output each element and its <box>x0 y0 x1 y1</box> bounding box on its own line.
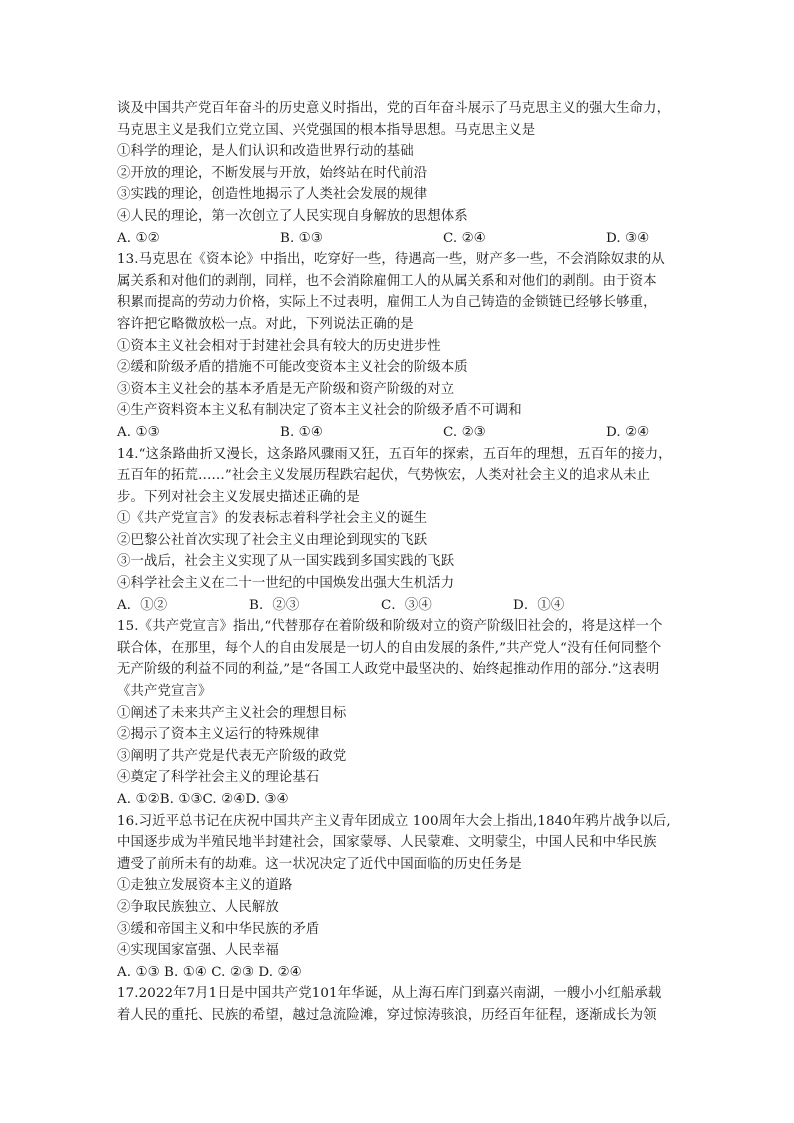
question-14 <box>117 444 687 617</box>
question-16-item: ④实现国家富强、人民幸福 <box>117 943 279 959</box>
question-13-options <box>117 422 687 444</box>
question-14-item: ①《共产党宣言》的发表标志着科学社会主义的诞生 <box>117 511 428 527</box>
option-b: B．②③ <box>249 597 300 613</box>
question-12-stem-line: 谈及中国共产党百年奋斗的历史意义时指出，党的百年奋斗展示了马克思主义的强大生命力， <box>117 101 671 116</box>
question-content <box>117 98 687 1027</box>
question-14-item: ③一战后，社会主义实现了从一国实践到多国实践的飞跃 <box>117 554 455 570</box>
question-16-stem-line: 中国逐步成为半殖民地半封建社会，国家蒙辱、人民蒙难、文明蒙尘，中国人民和中华民族 <box>117 835 657 851</box>
question-14-item: ④科学社会主义在二十一世纪的中国焕发出强大生机活力 <box>117 576 455 592</box>
question-17-stem-line: 17.2022年7月1日是中国共产党101年华诞，从上海石库门到嘉兴南湖，一艘小小红船承载 <box>117 986 662 1002</box>
question-15 <box>117 616 687 810</box>
question-15-stem-line: 联合体，在那里，每个人的自由发展是一切人的自由发展的条件,”共产党人“没有任何同整个 <box>117 640 662 656</box>
question-14-item: ②巴黎公社首次实现了社会主义由理论到现实的飞跃 <box>117 532 428 548</box>
question-14-stem-line: 五百年的拓荒……”社会主义发展历程跌宕起伏，气势恢宏，人类对社会主义的追求从未止 <box>117 468 651 484</box>
question-12 <box>117 98 687 249</box>
question-13-stem-line: 属关系和对他们的剥削，同样，也不会消除雇佣工人的从属关系和对他们的剥削。由于资本 <box>117 273 657 289</box>
option-a: A. ①② <box>117 230 160 246</box>
question-13-item: ②缓和阶级矛盾的措施不可能改变资本主义社会的阶级本质 <box>117 360 468 376</box>
question-13-item: ①资本主义社会相对于封建社会具有较大的历史进步性 <box>117 338 441 354</box>
question-15-item: ③阐明了共产党是代表无产阶级的政党 <box>117 748 347 764</box>
question-12-item: ③实践的理论，创造性地揭示了人类社会发展的规律 <box>117 187 428 203</box>
question-17-stem-line: 着人民的重托、民族的希望，越过急流险滩，穿过惊涛骇浪，历经百年征程，逐渐成长为领 <box>117 1007 657 1023</box>
option-b: B. ①③ <box>280 230 323 246</box>
question-15-item: ④奠定了科学社会主义的理论基石 <box>117 770 320 786</box>
question-16-item: ②争取民族独立、人民解放 <box>117 899 279 915</box>
question-15-stem-line: 无产阶级的利益不同的利益,”是“各国工人政党中最坚决的、始终起推动作用的部分.”这表明 <box>117 662 660 678</box>
question-16-stem-line: 16.习近平总书记在庆祝中国共产主义青年团成立 100周年大会上指出,1840年鸦片战争以后, <box>117 813 671 829</box>
question-13-stem-line: 13.马克思在《资本论》中指出，吃穿好一些，待遇高一些，财产多一些，不会消除奴隶的从 <box>117 252 665 268</box>
question-16 <box>117 811 687 984</box>
question-16-stem-line: 遭受了前所未有的劫难。这一状况决定了近代中国面临的历史任务是 <box>117 856 522 872</box>
question-16-item: ①走独立发展资本主义的道路 <box>117 878 293 894</box>
question-14-options <box>117 595 687 617</box>
question-13-item: ③资本主义社会的基本矛盾是无产阶级和资产阶级的对立 <box>117 381 455 397</box>
question-13-stem-line: 容许把它略微放松一点。对此，下列说法正确的是 <box>117 316 414 332</box>
question-16-item: ③缓和帝国主义和中华民族的矛盾 <box>117 921 320 937</box>
question-13-stem-line: 积累而提高的劳动力价格，实际上不过表明，雇佣工人为自己铸造的金锁链已经够长够重， <box>117 295 657 311</box>
option-d: D．①④ <box>513 597 565 613</box>
question-15-stem-line: 15.《共产党宣言》指出,“代替那存在着阶级和阶级对立的资产阶级旧社会的，将是这样一个 <box>117 619 663 635</box>
question-15-item: ②揭示了资本主义运行的特殊规律 <box>117 727 320 743</box>
question-14-stem-line: 步。下列对社会主义发展史描述正确的是 <box>117 489 360 505</box>
option-a: A. ①③ <box>117 424 160 440</box>
option-c: C. ②④ <box>443 230 486 246</box>
question-12-options <box>117 228 687 250</box>
option-a: A．①② <box>117 597 168 613</box>
option-c: C．③④ <box>381 597 432 613</box>
question-17 <box>117 983 687 1026</box>
option-d: D. ②④ <box>606 424 650 440</box>
question-12-item: ④人民的理论，第一次创立了人民实现自身解放的思想体系 <box>117 208 468 224</box>
option-d: D. ③④ <box>606 230 650 246</box>
question-16-options: A. ①③ B. ①④ C. ②③ D. ②④ <box>117 964 302 980</box>
option-b: B. ①④ <box>280 424 323 440</box>
question-12-stem-line: 马克思主义是我们立党立国、兴党强国的根本指导思想。马克思主义是 <box>117 122 536 138</box>
option-c: C. ②③ <box>443 424 486 440</box>
question-15-item: ①阐述了未来共产主义社会的理想目标 <box>117 705 347 721</box>
question-14-stem-line: 14.“这条路曲折又漫长，这条路风骤雨又狂，五百年的探索，五百年的理想，五百年的接力， <box>117 446 672 462</box>
question-13 <box>117 249 687 443</box>
question-12-item: ①科学的理论，是人们认识和改造世界行动的基础 <box>117 144 414 160</box>
question-15-options: A. ①②B. ①③C. ②④D. ③④ <box>117 792 289 807</box>
question-15-stem-line: 《共产党宣言》 <box>117 684 212 700</box>
question-13-item: ④生产资料资本主义私有制决定了资本主义社会的阶级矛盾不可调和 <box>117 403 522 419</box>
question-12-item: ②开放的理论，不断发展与开放，始终站在时代前沿 <box>117 165 428 181</box>
